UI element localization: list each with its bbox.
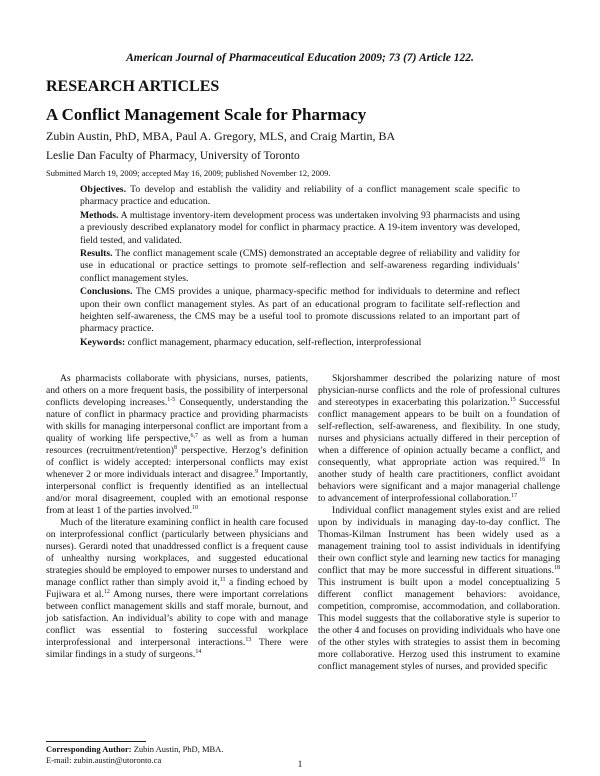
keywords-text: conflict management, pharmacy education, self-reflection, interprofessional (127, 336, 422, 348)
citation: 17 (511, 492, 518, 499)
author-list: Zubin Austin, PhD, MBA, Paul A. Gregory, MLS, and Craig Martin, BA (46, 129, 396, 143)
left-column (46, 373, 308, 661)
section-heading: RESEARCH ARTICLES (46, 78, 220, 95)
conclusions-label: Conclusions. (80, 286, 133, 298)
page-number: 1 (297, 760, 303, 770)
citation: 8 (173, 444, 177, 451)
article-title: A Conflict Management Scale for Pharmacy (46, 105, 367, 124)
citation: 1-5 (167, 396, 176, 403)
methods-text: A multistage inventory-item development process was undertaken involving 93 pharmacists and using a previously described explanatory model for conflict in pharmacy practice. A 19-item inventory was developed, field tested, and validated. (80, 209, 520, 246)
results-label: Results. (80, 248, 113, 260)
citation: 10 (192, 504, 198, 511)
citation: 11 (219, 576, 226, 583)
abstract-conclusions (80, 286, 520, 336)
body-paragraph: Skjorshammer described the polarizing nature of most physician-nurse conflicts and the role of professional cultures and stereotypes in exacerbating this polarization.$^{15}$ Successful conflict management appears to be built on a foundation of self-reflection, self-awareness, and flexibility. In one study, nurses and physicians actually differed in their perception of when a difference of opinion actually became a conflict, and consequently, what appropriate action was required.$^{16}$ In another study of health care practitioners, conflict avoidant behaviors were significant and a major managerial challenge to advancement of interprofessional collaboration.$^{17}$ (318, 373, 560, 504)
citation: 15 (509, 396, 516, 403)
journal-header: American Journal of Pharmaceutical Education 2009; 73 (7) Article 122. (126, 52, 474, 64)
citation: 9 (255, 468, 259, 475)
abstract-objectives (80, 184, 520, 209)
submission-dates: Submitted March 19, 2009; accepted May 16, 2009; published November 12, 2009. (46, 168, 331, 178)
abstract-results (80, 248, 520, 285)
affiliation: Leslie Dan Faculty of Pharmacy, University of Toronto (46, 150, 300, 162)
abstract-methods (80, 210, 520, 247)
right-column (318, 373, 560, 673)
citation: 18 (554, 564, 560, 571)
conclusions-text: The CMS provides a unique, pharmacy-specific method for individuals to determine and reflect upon their own conflict management styles. As part of an educational program to facilitate self-reflection and heighten self-awareness, the CMS may be a useful tool to promote discussions related to an important part of pharmacy practice. (80, 286, 521, 335)
objectives-label: Objectives. (80, 184, 127, 195)
abstract (80, 184, 520, 350)
footnote-label: Corresponding Author: (46, 744, 132, 754)
body-paragraph: As pharmacists collaborate with physicians, nurses, patients, and others on a more frequent basis, the possibility of interpersonal conflicts developing increases.$^{1-5}$ Consequently, understanding the nature of conflict in pharmacy practice and providing pharmacists with skills for managing interpersonal conflict are important from a quality of working life perspective,$^{6,7}$ as well as from a human resources (recruitment/retention)$^8$ perspective. Herzog’s definition of conflict is widely accepted: interpersonal conflicts may exist whenever 2 or more individuals interact and disagree.$^9$ Importantly, interpersonal conflict is frequently identified as an intellectual and/or moral disagreement, coupled with an emotional response from at least 1 of the parties involved.$^{10}$ (46, 373, 309, 516)
results-text: The conflict management scale (CMS) demonstrated an acceptable degree of reliability and validity for use in educational or practice settings to promote self-reflection and self-awareness regarding individuals’ conflict management styles. (80, 248, 520, 284)
footnote-divider (46, 741, 146, 742)
footnote-text: Zubin Austin, PhD, MBA. (131, 744, 224, 754)
author-email: E-mail: zubin.austin@utoronto.ca (46, 755, 162, 765)
body-paragraph: Individual conflict management styles exist and are relied upon by individuals in managing day-to-day conflict. The Thomas-Kilman Instrument has been widely used as a management training tool to assist individuals in identifying their own conflict style and learning new tactics for managing conflict that may be more successful in different situations.$^{18}$ This instrument is built upon a model conceptualizing 5 different conflict management behaviors: avoidance, competition, compromise, accommodation, and collaboration. This model suggests that the collaborative style is superior to the other 4 and focuses on providing individuals who have one of the other styles with strategies to assist them in becoming more collaborative. Herzog used this instrument to examine conflict management styles of nurses, and provided specific (318, 505, 560, 672)
citation: 14 (195, 648, 202, 655)
citation: 13 (245, 636, 252, 643)
keywords-label: Keywords: (80, 336, 126, 348)
objectives-text: To develop and establish the validity and reliability of a conflict management scale specific to pharmacy practice and education. (80, 184, 520, 208)
abstract-keywords (80, 337, 520, 349)
citation: 12 (103, 588, 110, 595)
citation: 6,7 (190, 432, 198, 439)
methods-label: Methods. (80, 209, 119, 221)
citation: 16 (539, 456, 546, 463)
body-paragraph: Much of the literature examining conflict in health care focused on interprofessional conflict (particularly between physicians and nurses). Gerardi noted that unaddressed conflict is a frequent cause of unhealthy nursing workplaces, and suggested educational strategies should be employed to empower nurses to understand and manage conflict rather than simply avoid it,$^{11}$ a finding echoed by Fujiwara et al.$^{12}$ Among nurses, there were important correlations between conflict management skills and staff morale, burnout, and job satisfaction. An individual’s ability to cope with and manage conflict was essential to fostering successful workplace interprofessional and interpersonal interactions.$^{13}$ There were similar findings in a study of surgeons.$^{14}$ (46, 517, 308, 660)
